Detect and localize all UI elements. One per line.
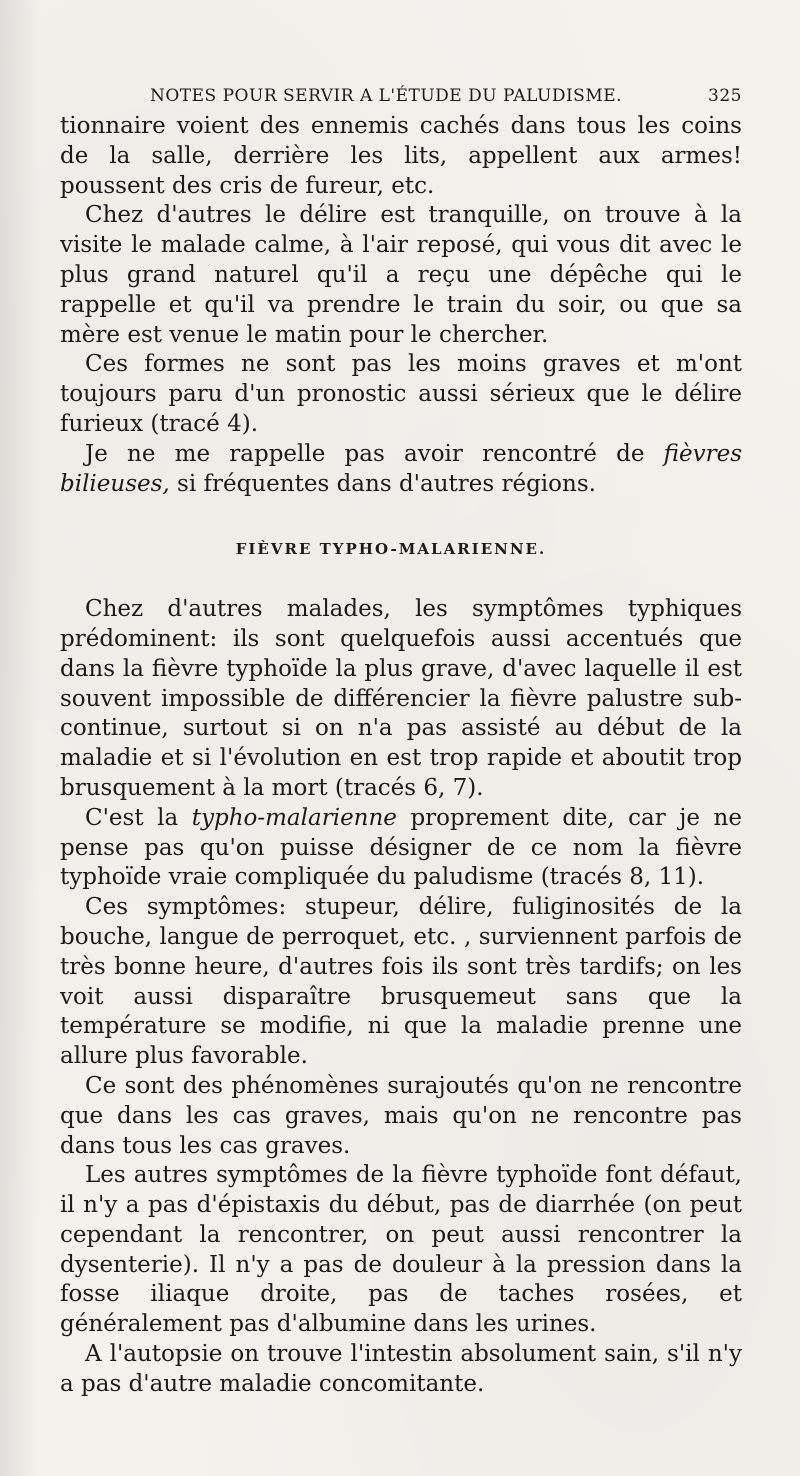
body-text <box>60 112 742 1400</box>
section-heading <box>60 535 742 565</box>
paragraph-4-text-a: Je ne me rappelle pas avoir rencontré de <box>85 440 664 467</box>
paragraph-4-italic: fièvres bilieuses, <box>60 440 742 497</box>
paragraph-6-italic: typho-malarienne <box>191 804 397 831</box>
paragraph-3: Ces formes ne sont pas les moins graves et m'ont toujours paru d'un pronostic aussi sérieux que le délire furieux (tracé 4). <box>60 351 742 437</box>
section-heading-text: FIÈVRE TYPHO-MALARIENNE. <box>235 540 547 559</box>
page-number: 325 <box>708 86 742 106</box>
paragraph-4-text-b: si fréquentes dans d'autres régions. <box>169 470 596 497</box>
paragraph-1: tionnaire voient des ennemis cachés dans tous les coins de la salle, derrière les lits, appellent aux armes! poussent des cris de fureur, etc. <box>60 113 742 199</box>
paragraph-5: Chez d'autres malades, les symptômes typhiques prédominent: ils sont quelquefois aussi accentués que dans la fièvre typhoïde la plus grave, d'avec laquelle il est souvent impossible de différencier la fièvre palustre sub-continue, surtout si on n'a pas assisté au début de la maladie et si l'évolution en est trop rapide et aboutit trop brusquement à la mort (tracés 6, 7). <box>60 596 742 801</box>
running-title: NOTES POUR SERVIR A L'ÉTUDE DU PALUDISME. <box>150 86 623 106</box>
paragraph-7: Ces symptômes: stupeur, délire, fuliginosités de la bouche, langue de perroquet, etc. , surviennent parfois de très bonne heure, d'autres fois ils sont très tardifs; on les voit aussi disparaître brusquemeut sans que la température se modifie, ni que la maladie prenne une allure plus favorable. <box>60 894 742 1070</box>
page-gutter-shadow <box>0 0 40 1476</box>
paragraph-9: Les autres symptômes de la fièvre typhoïde font défaut, il n'y a pas d'épistaxis du début, pas de diarrhée (on peut cependant la rencontrer, on peut aussi rencontrer la dysenterie). Il n'y a pas de douleur à la pression dans la fosse iliaque droite, pas de taches rosées, et généralement pas d'albumine dans les urines. <box>60 1162 742 1338</box>
running-header <box>60 78 742 112</box>
paragraph-4 <box>60 440 742 500</box>
paragraph-8: Ce sont des phénomènes surajoutés qu'on ne rencontre que dans les cas graves, mais qu'on ne rencontre pas dans tous les cas graves. <box>60 1072 742 1159</box>
paragraph-2: Chez d'autres le délire est tranquille, on trouve à la visite le malade calme, à l'air reposé, qui vous dit avec le plus grand naturel qu'il a reçu une dépêche qui le rappelle et qu'il va prendre le train du soir, ou que sa mère est venue le matin pour le chercher. <box>60 202 742 348</box>
paragraph-6-text-b: proprement dite, car je ne pense pas qu'on puisse désigner de ce nom la fièvre typhoïde vraie compliquée du paludisme (tracés 8, 11). <box>60 804 742 891</box>
paragraph-10: A l'autopsie on trouve l'intestin absolument sain, s'il n'y a pas d'autre maladie concomitante. <box>60 1341 742 1397</box>
paragraph-6-text-a: C'est la <box>85 804 192 831</box>
paragraph-6 <box>60 804 742 893</box>
